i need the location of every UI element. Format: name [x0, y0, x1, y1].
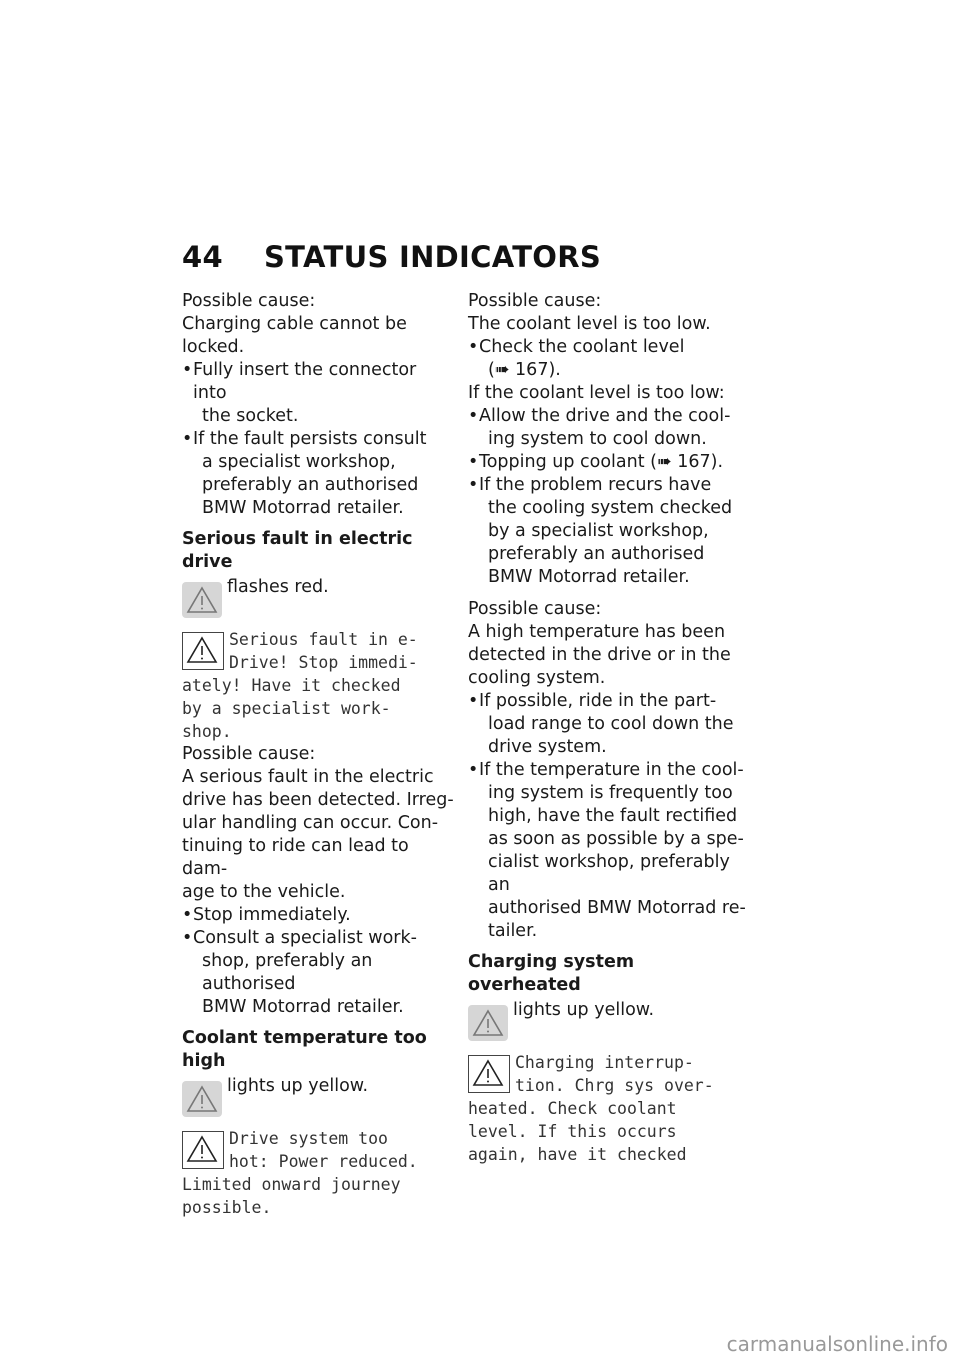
page-header	[182, 240, 601, 274]
watermark: carmanualsonline.info	[726, 1332, 948, 1356]
cause-label: Possible cause:	[182, 291, 316, 311]
display-message: Drive system too hot: Power reduced. Limited onward journey possible.	[182, 1129, 418, 1217]
bullet-list	[468, 690, 748, 943]
section-heading: Coolant temperature too high	[182, 1028, 427, 1071]
left-column	[182, 290, 454, 1219]
cause-text: Charging cable cannot be locked.	[182, 314, 407, 357]
bullet-list	[182, 359, 454, 520]
bullet-list	[468, 405, 748, 589]
cause-text: A serious fault in the electric drive has been detected. Irreg- ular handling can occur. Con- tinuing to ride can lead to dam- age to the vehicle.	[182, 767, 454, 902]
display-message: Serious fault in e- Drive! Stop immedi- ately! Have it checked by a specialist work- shop.	[182, 630, 418, 741]
indicator-lamp-row	[182, 576, 454, 616]
lamp-description: lights up yellow.	[227, 1076, 369, 1096]
lamp-description: lights up yellow.	[513, 1000, 655, 1020]
bullet-list	[468, 336, 748, 382]
cause-text: A high temperature has been detected in the drive or in the cooling system.	[468, 622, 731, 688]
warning-triangle-icon	[182, 582, 222, 618]
list-item: • Allow the drive and the cool- ing system to cool down.	[468, 405, 748, 451]
list-item: • Stop immediately.	[182, 904, 454, 927]
page-title: STATUS INDICATORS	[264, 240, 602, 274]
list-item: • If the problem recurs have the cooling system checked by a specialist workshop, preferably an authorised BMW Motorrad retailer.	[468, 474, 748, 589]
indicator-lamp-row	[468, 999, 748, 1039]
warning-triangle-icon	[182, 1081, 222, 1117]
list-item: • Check the coolant level (➠ 167).	[468, 336, 748, 382]
page-number: 44	[182, 240, 223, 274]
list-item: • Consult a specialist work- shop, preferably an authorised BMW Motorrad retailer.	[182, 927, 454, 1019]
bullet-list	[182, 904, 454, 1019]
lamp-description: flashes red.	[227, 577, 329, 597]
cause-text: The coolant level is too low.	[468, 314, 711, 334]
warning-triangle-icon	[182, 632, 224, 670]
cause-label: Possible cause:	[468, 291, 602, 311]
display-message: Charging interrup- tion. Chrg sys over- heated. Check coolant level. If this occurs again, have it checked	[468, 1053, 714, 1164]
list-item: • Fully insert the connector into the socket.	[182, 359, 454, 428]
page-reference: (➠ 167).	[488, 360, 561, 380]
section-heading: Serious fault in electric drive	[182, 529, 413, 572]
list-item: • If the temperature in the cool- ing system is frequently too high, have the fault rectified as soon as possible by a spe- cialist workshop, preferably an authorised BMW Motorrad re- tailer.	[468, 759, 748, 943]
list-item: • If possible, ride in the part- load range to cool down the drive system.	[468, 690, 748, 759]
sub-label: If the coolant level is too low:	[468, 383, 725, 403]
warning-triangle-icon	[468, 1005, 508, 1041]
right-column	[468, 290, 748, 1166]
cause-label: Possible cause:	[182, 744, 316, 764]
indicator-lamp-row	[182, 1075, 454, 1115]
list-item: • If the fault persists consult a specialist workshop, preferably an authorised BMW Motorrad retailer.	[182, 428, 454, 520]
warning-triangle-icon	[468, 1055, 510, 1093]
list-item: • Topping up coolant (➠ 167).	[468, 451, 748, 474]
cause-label: Possible cause:	[468, 599, 602, 619]
section-heading: Charging system overheated	[468, 952, 635, 995]
warning-triangle-icon	[182, 1131, 224, 1169]
